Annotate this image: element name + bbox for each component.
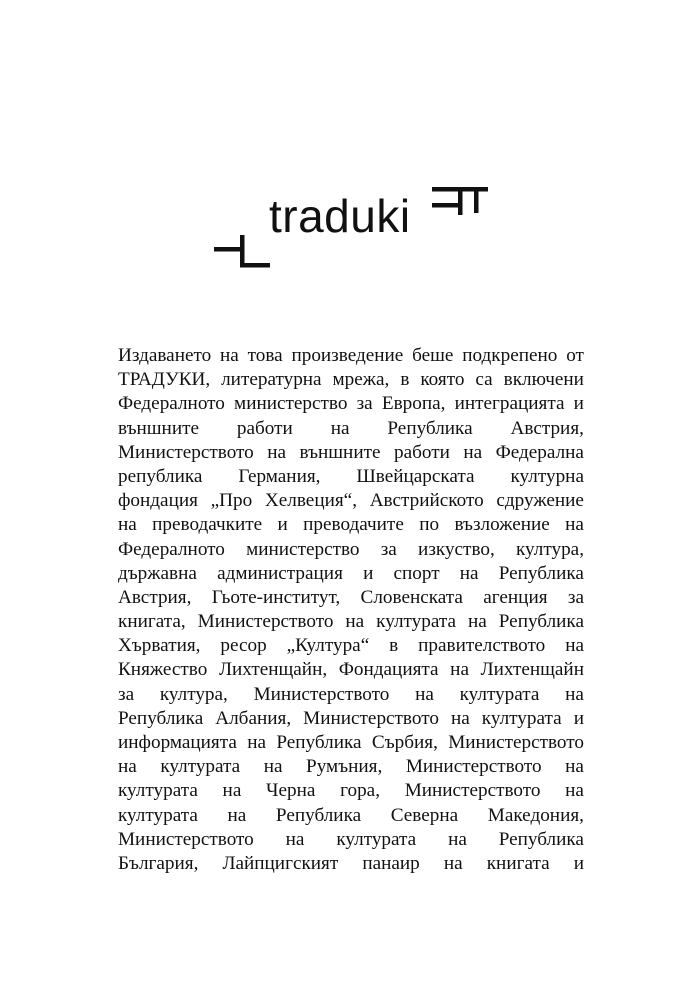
- paragraph-line: външните работи на Република Австрия,: [118, 417, 584, 439]
- paragraph-line: фондация „Про Хелвеция“, Австрийското сдружение: [118, 490, 584, 512]
- paragraph-line: книгата, Министерството на културата на Република: [118, 611, 584, 633]
- traduki-logo: [214, 185, 489, 285]
- logo-wordmark: traduki: [269, 190, 411, 242]
- paragraph-line: република Германия, Швейцарската културна: [118, 465, 584, 487]
- paragraph-line: на преводачките и преводачите по възложение на: [118, 514, 584, 536]
- paragraph-line: информацията на Република Сърбия, Министерството: [118, 732, 584, 753]
- sponsorship-paragraph: [118, 344, 584, 876]
- paragraph-line: на културата на Румъния, Министерството на: [118, 756, 584, 778]
- paragraph-line: Министерството на външните работи на Федерална: [118, 441, 584, 463]
- paragraph-line: за култура, Министерството на културата на: [118, 683, 584, 705]
- paragraph-line: Княжество Лихтенщайн, Фондацията на Лихтенщайн: [118, 659, 584, 681]
- paragraph-line: културата на Черна гора, Министерството на: [118, 780, 584, 802]
- paragraph-line: Република Албания, Министерството на културата и: [118, 707, 584, 729]
- paragraph-line: Федералното министерство за изкуство, култура,: [118, 538, 584, 560]
- paragraph-line: културата на Република Северна Македония,: [118, 804, 584, 826]
- paragraph-line: Министерството на културата на Република: [118, 828, 584, 850]
- paragraph-line: България, Лайпцигският панаир на книгата и: [118, 852, 584, 874]
- paragraph-line: Австрия, Гьоте-институт, Словенската агенция за: [118, 586, 584, 608]
- paragraph-line: Издаването на това произведение беше подкрепено от: [118, 345, 584, 366]
- paragraph-line: държавна администрация и спорт на Република: [118, 562, 584, 584]
- paragraph-line: ТРАДУКИ, литературна мрежа, в която са включени: [118, 369, 584, 391]
- paragraph-line: Федералното министерство за Европа, интеграцията и: [118, 393, 584, 415]
- paragraph-line: Хърватия, ресор „Култура“ в правителството на: [118, 635, 584, 657]
